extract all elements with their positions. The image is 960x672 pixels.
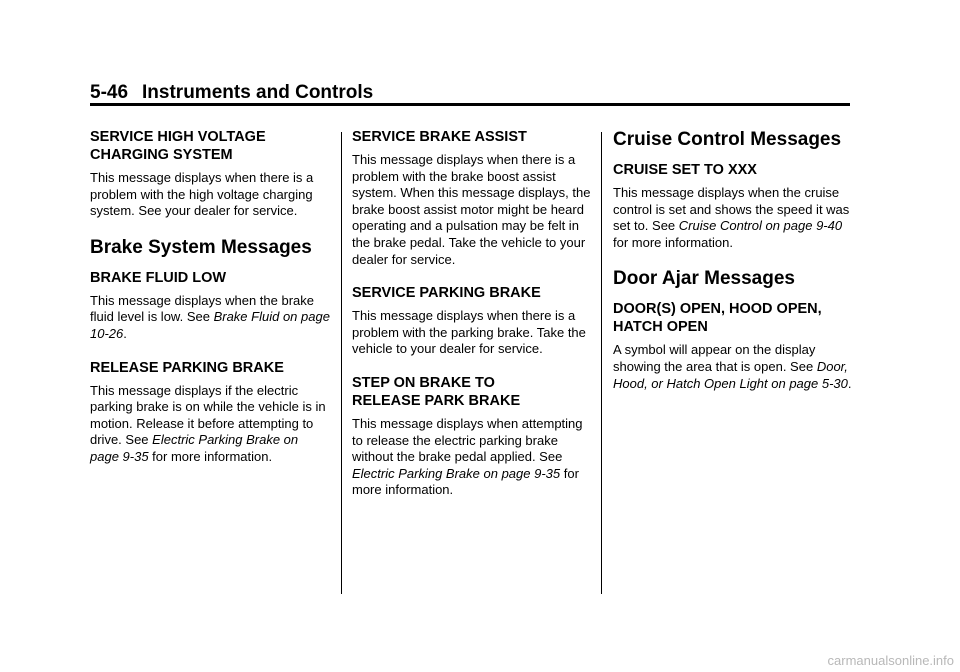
body-text: This message displays when the cruise control is set and shows the speed it was set to. See xyxy=(613,185,850,234)
chapter-heading-brake: Brake System Messages xyxy=(90,236,312,258)
section-body xyxy=(613,342,853,392)
column-middle xyxy=(352,128,592,515)
column-left xyxy=(90,128,330,482)
section-body: This message displays when there is a problem with the high voltage charging system. See your dealer for service. xyxy=(90,170,314,219)
body-text: This message displays when the brake fluid level is low. See xyxy=(90,292,315,325)
cross-reference-link[interactable]: Door, Hood, or Hatch Open Light on page 5-30 xyxy=(613,358,848,391)
section-heading: CRUISE SET TO XXX xyxy=(613,162,757,178)
cross-reference-link[interactable]: Electric Parking Brake on page 9-35 xyxy=(352,465,561,481)
section-step-on-brake xyxy=(352,374,592,499)
section-body xyxy=(352,416,592,499)
page-number: 5-46 xyxy=(90,82,129,103)
column-right xyxy=(613,128,853,408)
section-heading: SERVICE BRAKE ASSIST xyxy=(352,129,527,145)
body-text: for more information. xyxy=(613,234,733,250)
section-heading: BRAKE FLUID LOW xyxy=(90,269,227,286)
section-heading xyxy=(90,128,330,164)
column-divider xyxy=(341,132,342,594)
body-text: A symbol will appear on the display showing the area that is open. See xyxy=(613,342,816,374)
section-service-parking-brake xyxy=(352,284,592,358)
body-text: This message displays if the electric parking brake is on while the vehicle is in motion. Release it before attempting to drive. See xyxy=(90,382,326,448)
heading-line: DOOR(S) OPEN, HOOD OPEN, xyxy=(613,301,822,318)
heading-line: RELEASE PARK BRAKE xyxy=(352,392,521,409)
section-heading xyxy=(613,300,853,336)
section-release-parking-brake xyxy=(90,359,330,466)
chapter-title: Instruments and Controls xyxy=(142,82,374,103)
body-text: . xyxy=(847,375,852,391)
body-text: for more information. xyxy=(352,465,579,498)
cross-reference-link[interactable]: Brake Fluid on page 10-26 xyxy=(90,309,330,341)
section-service-brake-assist xyxy=(352,128,592,268)
section-brake-fluid-low xyxy=(90,269,330,343)
column-divider xyxy=(601,132,602,594)
section-heading: RELEASE PARKING BRAKE xyxy=(90,359,284,376)
section-body: This message displays when there is a problem with the parking brake. Take the vehicle to your dealer for service. xyxy=(352,308,586,357)
cross-reference-link[interactable]: Cruise Control on page 9-40 xyxy=(678,218,843,234)
heading-line: HATCH OPEN xyxy=(613,319,708,336)
body-text: . xyxy=(123,325,127,341)
section-cruise-set xyxy=(613,161,853,251)
cross-reference-link[interactable]: Electric Parking Brake on page 9-35 xyxy=(90,432,299,464)
chapter-heading-cruise: Cruise Control Messages xyxy=(613,129,842,150)
heading-line: CHARGING SYSTEM xyxy=(90,147,233,163)
chapter-heading-door-ajar: Door Ajar Messages xyxy=(613,268,795,290)
section-body xyxy=(90,293,330,343)
section-service-high-voltage xyxy=(90,128,330,220)
heading-line: STEP ON BRAKE TO xyxy=(352,374,495,391)
header-title xyxy=(90,82,373,104)
section-door-open xyxy=(613,300,853,392)
heading-line: SERVICE HIGH VOLTAGE xyxy=(90,129,266,145)
section-body xyxy=(90,383,330,466)
header-rule xyxy=(90,103,850,106)
section-body xyxy=(613,185,853,251)
watermark: carmanualsonline.info xyxy=(827,653,954,668)
body-text: This message displays when attempting to release the electric parking brake without the brake pedal applied. See xyxy=(352,415,583,465)
body-text: for more information. xyxy=(148,448,273,464)
section-heading: SERVICE PARKING BRAKE xyxy=(352,285,541,302)
section-heading xyxy=(352,374,592,410)
section-body: This message displays when there is a problem with the brake boost assist system. When this message displays, the brake boost assist motor might be heard operating and a pulsation may be felt in the brake pedal. Take the vehicle to your dealer for service. xyxy=(352,152,591,267)
